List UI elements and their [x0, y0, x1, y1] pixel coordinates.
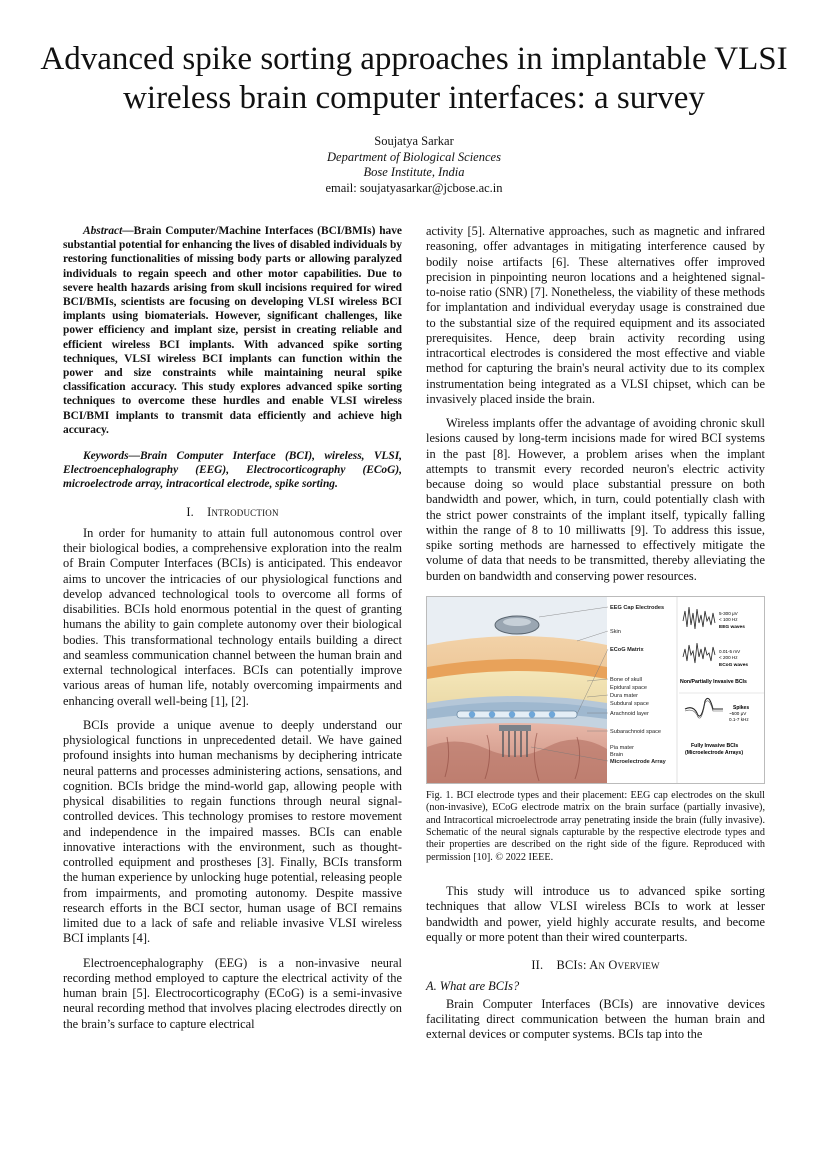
author-block [214, 134, 614, 196]
signals-panel [677, 597, 764, 783]
section-number: II. [531, 958, 544, 973]
author-institute: Bose Institute, India [363, 165, 465, 179]
after-figure-paragraph: This study will introduce us to advanced spike sorting techniques that allow VLSI wireless BCIs to work at lesser bandwidth and power, yield highly accurate results, and become equally or more potent than their wired counterparts. [426, 884, 765, 944]
keywords: Keywords—Brain Computer Interface (BCI), wireless, VLSI, Electroencephalography (EEG), Electrocorticography (ECoG), microelectrode array, intracortical electrode, spike sorting. [63, 450, 402, 491]
ecog-matrix [457, 711, 577, 718]
label-dura: Dura mater [610, 692, 638, 699]
figure-1 [426, 596, 765, 784]
ecog-freq: < 200 Hz [719, 654, 738, 660]
label-nonpartial: Non/Partially Invasive BCIs [680, 678, 747, 685]
label-bone: Bone of skull [610, 676, 643, 683]
section-heading-1 [63, 505, 402, 520]
eeg-amp: 5-300 μV [719, 610, 738, 616]
label-arachnoid: Arachnoid layer [610, 710, 649, 717]
section2-paragraph: Brain Computer Interfaces (BCIs) are innovative devices facilitating direct communication between the human brain and external devices or computer systems. BCIs tap into the [426, 996, 765, 1042]
label-ecog: ECoG Matrix [610, 646, 644, 653]
label-pia: Pia mater [610, 744, 634, 751]
spikes-freq: 0.1-7 kHz [729, 716, 749, 722]
author-department: Department of Biological Sciences [327, 149, 501, 164]
eeg-wave-trace [683, 607, 715, 629]
right-paragraph-1: activity [5]. Alternative approaches, such as magnetic and infrared reasoning, offer advantages in mitigating interference caused by bodily noise artifacts [6]. These alternatives offer improved precision in pinpointing neuron locations and a heightened signal-to-noise ratio (SNR) [7]. Nonetheless, the viability of these methods for implantation and individual everyday usage is constrained due to the substantial size of the required equipment and its associated prerequisites. Hence, deep brain activity recording using intracortical electrodes is considered the most effective and viable method for capturing the brain's neural activity due to its complex instrumentation being integrated as a VLSI chipset, which can be invasively placed inside the brain. [426, 224, 765, 406]
spikes-name: Spikes [733, 704, 750, 711]
figure-1-caption: Fig. 1. BCI electrode types and their placement: EEG cap electrodes on the skull (non-invasive), ECoG electrode matrix on the brain surface (partially invasive), and Intracortical microelectrode array penetrating inside the brain (fully invasive). Schematic of the neural signals capturable by the respective electrode types and their properties are described on the right side of the figure. Reproduced with permission [10]. © 2022 IEEE. [426, 789, 765, 863]
author-email: email: soujatyasarkar@jcbose.ac.in [325, 180, 503, 195]
label-skin: Skin [610, 628, 621, 635]
author-name: Soujatya Sarkar [374, 134, 454, 148]
label-brain: Brain [610, 751, 624, 758]
label-fully-sub: (Microelectrode Arrays) [685, 749, 744, 756]
section-title: BCIs: An Overview [556, 958, 660, 973]
right-paragraph-2: Wireless implants offer the advantage of avoiding chronic skull lesions caused by long-term incisions made for wired BCI systems in the past [8]. However, a problem arises when the implant attempts to transmit every recorded neuron's electric activity because doing so would place substantial pressure on both bandwidth and power, which, in turn, could potentially clash with the strict power constraints of the implant itself, typically falling within the range of 8 to 10 milliwatts [9]. To address this issue, spike sorting methods are harnessed to effectively mitigate the volume of data that needs to be transmitted, thereby alleviating the burden on bandwidth and conserving power resources. [426, 416, 765, 583]
left-column [63, 224, 402, 1032]
right-column [426, 224, 765, 1042]
figure-1-illustration [427, 597, 764, 783]
section-title: Introduction [207, 504, 279, 519]
abstract-text: —Brain Computer/Machine Interfaces (BCI/BMIs) have substantial potential for enhancing the lives of disabled individuals by restoring functionalities of missing body parts or allowing paralyzed individuals to regain speech and other motor capabilities. Due to severe health hazards arising from skull incisions required for wired BCI/BMIs, scientists are focusing on developing VLSI wireless BCI implants using biomaterials. However, significant challenges, like power efficiency and implant size, persist in creating reliable and efficient wireless BCI implants. With advanced spike sorting techniques, VLSI wireless BCI implants can function within the power and size constraints while maintaining neural spike classification accuracy. This study explores advanced spike sorting techniques to overcome these hurdles and enable VLSI wireless BCI/BMI implants to transmit data efficiently and achieve high accuracy. [63, 225, 402, 436]
label-epidural: Epidural space [610, 684, 648, 691]
paper-title: Advanced spike sorting approaches in implantable VLSI wireless brain computer interfaces: a survey [40, 41, 788, 116]
label-eeg-cap: EEG Cap Electrodes [610, 604, 665, 611]
eeg-freq: < 100 Hz [719, 616, 738, 622]
section-number: I. [186, 504, 194, 519]
intro-paragraph-2: BCIs provide a unique avenue to deeply understand our physiological functions in unprecedented detail. We have gained profound insights into human mechanisms by deciphering intricate neural patterns and processes administering actions, sensations, and cognition. BCIs bridge the mind-world gap, allowing people with physical disabilities to regain functions through neural signal-controlled devices. This technology promises to restore movement and independence in the impaired masses. BCIs can enable innovative interactions with the environment, such as thought-controlled equipment and prostheses [3]. Finally, BCIs transform the human experience by unlocking huge potential, releasing people from impairments, and promoting autonomy. Despite massive research efforts in the BCI sector, human usage of BCI remains limited due to a lack of safe and reliable invasive VLSI wireless BCI implants [4]. [63, 717, 402, 946]
abstract [63, 224, 402, 437]
intro-paragraph-1: In order for humanity to attain full autonomous control over their biological bodies, a comprehensive exploration into the realm of Brain Computer Interfaces (BCIs) is anticipated. This endeavor aims to uncover the intricacies of our physiological functions and develop advanced technological tools to overcome all forms of disabilities. BCIs hold enormous potential in the quest of granting humans the ability to gain complete autonomy over their biological bodies. This transformational technology entails building a direct and seamless communication channel between the human brain and external technological interfaces. BCIs can potentially improve various areas of human life, notably overcoming impairments and enhancing overall well-being [1], [2]. [63, 525, 402, 708]
label-subdural: Subdural space [610, 700, 649, 707]
section-heading-2 [426, 958, 765, 973]
label-mea: Microelectrode Array [610, 758, 666, 765]
eeg-name: EEG waves [719, 624, 745, 630]
eeg-cap-electrode-top [503, 618, 531, 626]
label-fully: Fully Invasive BCIs [691, 742, 739, 749]
spikes-amp: ~500 μV [729, 710, 747, 716]
label-subarachnoid: Subarachnoid space [610, 728, 662, 735]
ecog-name: ECoG waves [719, 662, 749, 668]
ecog-amp: 0.01-5 mV [719, 648, 741, 654]
ecog-wave-trace [683, 643, 715, 663]
intro-paragraph-3: Electroencephalography (EEG) is a non-invasive neural recording method employed to capture the electrical activity of the human brain [5]. Electrocorticography (ECoG) is a semi-invasive neural recording method that involves placing electrodes directly on the brain’s surface to capture electrical [63, 955, 402, 1031]
abstract-label: Abstract [83, 225, 123, 237]
subsection-heading-a: A. What are BCIs? [426, 979, 520, 994]
